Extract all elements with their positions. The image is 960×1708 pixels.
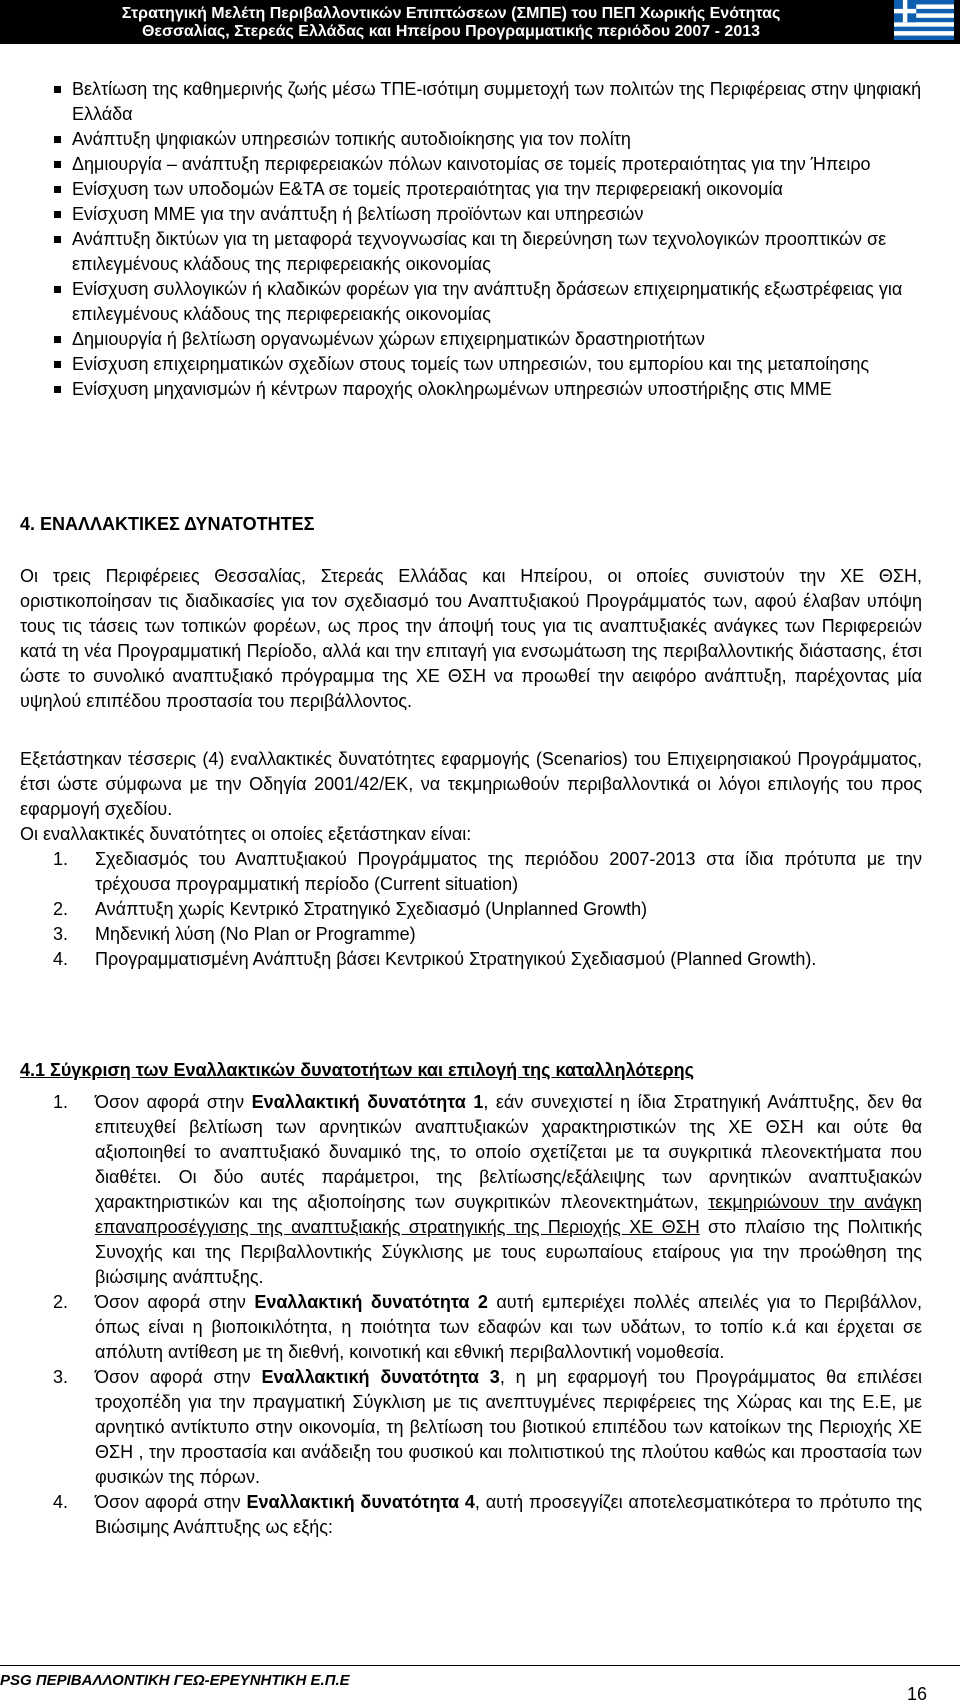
alternative-4-label: Εναλλακτική δυνατότητα 4: [246, 1492, 475, 1512]
alternatives-numbered-list: [20, 847, 922, 972]
list-item: Ενίσχυση συλλογικών ή κλαδικών φορέων για την ανάπτυξη δράσεων επιχειρηματικής εξωστρέφειας για επιλεγμένους κλάδους της περιφερειακής οικονομίας: [54, 277, 944, 327]
comparison-numbered-list: [20, 1090, 922, 1540]
list-item: 4. Προγραμματισμένη Ανάπτυξη βάσει Κεντρικού Στρατηγικού Σχεδιασμού (Planned Growth).: [53, 949, 817, 969]
list-item: Ανάπτυξη ψηφιακών υπηρεσιών τοπικής αυτοδιοίκησης για τον πολίτη: [54, 127, 944, 152]
list-item: 2. Όσον αφορά στην Εναλλακτική δυνατότητα 2 αυτή εμπεριέχει πολλές απειλές για το Περιβάλλον, όπως είναι η βιοποικιλότητα, η ποιότητα των εδαφών και των υδάτων, το τοπίο κ.ά και έρχεται σε απόλυτη αντίθεση με τη διεθνή, κοινοτική και εθνική περιβαλλοντική νομοθεσία.: [53, 1292, 923, 1362]
alternative-1-label: Εναλλακτική δυνατότητα 1: [251, 1092, 484, 1112]
list-item: Ενίσχυση μηχανισμών ή κέντρων παροχής ολοκληρωμένων υπηρεσιών υποστήριξης στις ΜΜΕ: [54, 377, 944, 402]
header-title: [66, 5, 836, 41]
square-bullet-icon: [54, 86, 61, 93]
list-item: 1. Σχεδιασμός του Αναπτυξιακού Προγράμματος της περιόδου 2007-2013 στα ίδια πρότυπα με την τρέχουσα προγραμματική περίοδο (Current situation): [53, 849, 922, 894]
list-item: 4. Όσον αφορά στην Εναλλακτική δυνατότητα 4, αυτή προσεγγίζει αποτελεσματικότερα το πρότυπο της Βιώσιμης Ανάπτυξης ως εξής:: [53, 1492, 923, 1537]
square-bullet-icon: [54, 186, 61, 193]
section-4-paragraph-2: Εξετάστηκαν τέσσερις (4) εναλλακτικές δυνατότητες εφαρμογής (Scenarios) του Επιχειρησιακού Προγράμματος, έτσι ώστε σύμφωνα με την Οδηγία 2001/42/ΕΚ, να τεκμηριωθούν περιβαλλοντικά οι λόγοι επιλογής του προς εφαρμογή σχεδίου.: [20, 749, 922, 819]
header-line-2: Θεσσαλίας, Στερεάς Ελλάδας και Ηπείρου Προγραμματικής περιόδου 2007 - 2013: [141, 23, 761, 40]
alternative-2-label: Εναλλακτική δυνατότητα 2: [254, 1292, 488, 1312]
list-item: Δημιουργία ή βελτίωση οργανωμένων χώρων επιχειρηματικών δραστηριοτήτων: [54, 327, 944, 352]
list-item: 3. Όσον αφορά στην Εναλλακτική δυνατότητα 3, η μη εφαρμογή του Προγράμματος θα επιλέσει τροχοπέδη για την πραγματική Σύγκλιση με τις ανεπτυγμένες περιφέρειες της Χώρας και της Ε.Ε, με αρνητικό αντίκτυπο στην οικονομία, τη βελτίωση του βιοτικού επιπέδου των κατοίκων της Περιοχής ΧΕ ΘΣΗ , την προστασία και ανάδειξη του φυσικού και πολιτιστικού της πλούτου καθώς και προστασία των φυσικών της πόρων.: [53, 1367, 922, 1487]
square-bullet-icon: [54, 136, 61, 143]
footer-company: PSG ΠΕΡΙΒΑΛΛΟΝΤΙΚΗ ΓΕΩ-ΕΡΕΥΝΗΤΙΚΗ Ε.Π.Ε: [0, 1672, 350, 1689]
underlined-emphasis: τεκμηριώνουν την ανάγκη επαναπροσέγγισης της αναπτυξιακής στρατηγικής της Περιοχής ΧΕ ΘΣΗ: [95, 1192, 923, 1237]
page-header: [0, 0, 960, 44]
square-bullet-icon: [54, 161, 61, 168]
list-item: Ενίσχυση επιχειρηματικών σχεδίων στους τομείς των υπηρεσιών, του εμπορίου και της μεταποίησης: [54, 352, 944, 377]
header-line-1: Στρατηγική Μελέτη Περιβαλλοντικών Επιπτώσεων (ΣΜΠΕ) του ΠΕΠ Χωρικής Ενότητας: [121, 5, 781, 22]
square-bullet-icon: [54, 336, 61, 343]
square-bullet-icon: [54, 211, 61, 218]
objectives-bullet-list: [54, 77, 944, 402]
section-4-heading: 4. ΕΝΑΛΛΑΚΤΙΚΕΣ ΔΥΝΑΤΟΤΗΤΕΣ: [20, 514, 315, 534]
list-item: Βελτίωση της καθημερινής ζωής μέσω ΤΠΕ-ισότιμη συμμετοχή των πολιτών της Περιφέρειας στην ψηφιακή Ελλάδα: [54, 77, 944, 127]
greek-flag-icon: [894, 0, 954, 40]
section-4-paragraph-1: Οι τρεις Περιφέρειες Θεσσαλίας, Στερεάς Ελλάδας και Ηπείρου, οι οποίες συνιστούν την ΧΕ ΘΣΗ, οριστικοποίησαν τις διαδικασίες για τον σχεδιασμό του Αναπτυξιακού Προγράμματός των, αφού έλαβαν υπόψη τους τις τάσεις των τοπικών φορέων, ως προς την άποψή τους για τις αναπτυξιακές ανάγκες των Περιφερειών κατά τη νέα Προγραμματική Περίοδο, αλλά και την επιταγή για ενσωμάτωση της περιβαλλοντικής διάστασης, έτσι ώστε το συνολικό αναπτυξιακό πρόγραμμα της ΧΕ ΘΣΗ να προωθεί την αειφόρο ανάπτυξη, παρέχοντας μία υψηλού επιπέδου προστασία του περιβάλλοντος.: [20, 566, 922, 711]
section-4-1-heading: 4.1 Σύγκριση των Εναλλακτικών δυνατοτήτων και επιλογή της καταλληλότερης: [20, 1060, 694, 1080]
footer-divider: [0, 1665, 960, 1666]
list-item: Ενίσχυση των υποδομών Ε&ΤΑ σε τομείς προτεραιότητας για την περιφερειακή οικονομία: [54, 177, 944, 202]
list-item: 2. Ανάπτυξη χωρίς Κεντρικό Στρατηγικό Σχεδιασμό (Unplanned Growth): [53, 899, 648, 919]
list-item: 1. Όσον αφορά στην Εναλλακτική δυνατότητα 1, εάν συνεχιστεί η ίδια Στρατηγική Ανάπτυξης, δεν θα επιτευχθεί βελτίωση των αρνητικών αναπτυξιακών χαρακτηριστικών της ΧΕ ΘΣΗ και ούτε θα αξιοποιηθεί το αναπτυξιακό δυναμικό της, το οποίο σχετίζεται με τα συγκριτικά πλεονεκτήματα που διαθέτει. Οι δύο αυτές παράμετροι, της βελτίωσης/εξάλειψης των αρνητικών αναπτυξιακών χαρακτηριστικών και της αξιοποίησης των συγκριτικών πλεονεκτημάτων, τεκμηριώνουν την ανάγκη επαναπροσέγγισης της αναπτυξιακής στρατηγικής της Περιοχής ΧΕ ΘΣΗ στο πλαίσιο της Πολιτικής Συνοχής και της Περιβαλλοντικής Σύγκλισης με τους ευρωπαίους εταίρους για την προώθηση της βιώσιμης ανάπτυξης.: [53, 1092, 923, 1287]
list-item: Ενίσχυση ΜΜΕ για την ανάπτυξη ή βελτίωση προϊόντων και υπηρεσιών: [54, 202, 944, 227]
square-bullet-icon: [54, 286, 61, 293]
section-4-paragraph-3: Οι εναλλακτικές δυνατότητες οι οποίες εξετάστηκαν είναι:: [20, 824, 472, 844]
page-number: 16: [907, 1684, 928, 1704]
square-bullet-icon: [54, 361, 61, 368]
list-item: 3. Μηδενική λύση (No Plan or Programme): [53, 924, 416, 944]
square-bullet-icon: [54, 386, 61, 393]
list-item: Ανάπτυξη δικτύων για τη μεταφορά τεχνογνωσίας και τη διερεύνηση των τεχνολογικών προοπτικών σε επιλεγμένους κλάδους της περιφερειακής οικονομίας: [54, 227, 944, 277]
list-item: Δημιουργία – ανάπτυξη περιφερειακών πόλων καινοτομίας σε τομείς προτεραιότητας για την Ήπειρο: [54, 152, 944, 177]
square-bullet-icon: [54, 236, 61, 243]
alternative-3-label: Εναλλακτική δυνατότητα 3: [261, 1367, 500, 1387]
